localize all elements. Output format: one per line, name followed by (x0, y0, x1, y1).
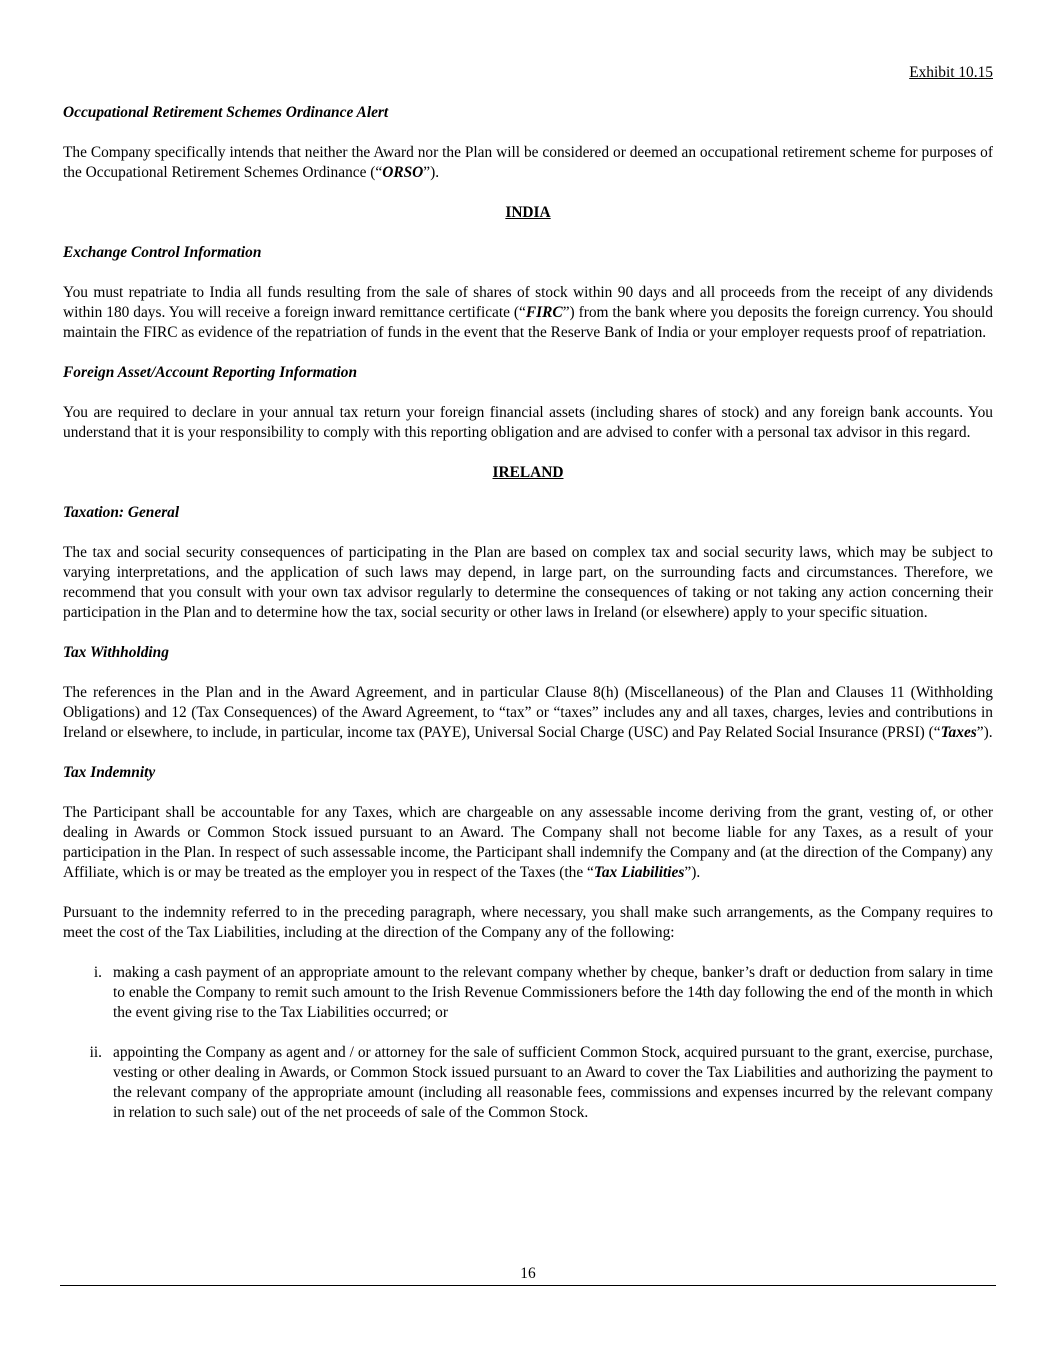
list-item-number: ii. (89, 1044, 102, 1061)
orso-heading: Occupational Retirement Schemes Ordinance Alert (63, 104, 389, 121)
page-footer (60, 1264, 996, 1286)
tax-indemnity-heading: Tax Indemnity (63, 764, 156, 781)
pursuant-paragraph: Pursuant to the indemnity referred to in the preceding paragraph, where necessary, you shall make such arrangements, as the Company requires to meet the cost of the Tax Liabilities, including at the direction of the Company any of the following: (63, 904, 993, 941)
exchange-control-paragraph: You must repatriate to India all funds resulting from the sale of shares of stock within 90 days and all proceeds from the receipt of any dividends within 180 days. You will receive a foreign inward remittance certificate (“FIRC”) from the bank where you deposits the foreign currency. You should maintain the FIRC as evidence of the repatriation of funds in the event that the Reserve Bank of India or your employer requests proof of repatriation. (63, 284, 993, 341)
tax-withholding-paragraph: The references in the Plan and in the Award Agreement, and in particular Clause 8(h) (Miscellaneous) of the Plan and Clauses 11 (Withholding Obligations) and 12 (Tax Consequences) of the Award Agreement, to “tax” or “taxes” includes any and all taxes, charges, levies and contributions in Ireland or elsewhere, to include, in particular, income tax (PAYE), Universal Social Charge (USC) and Pay Related Social Insurance (PRSI) (“Taxes”). (63, 684, 993, 741)
list-item (63, 963, 993, 1023)
foreign-asset-heading: Foreign Asset/Account Reporting Information (63, 364, 358, 381)
orso-defined-term: ORSO (382, 164, 424, 181)
ireland-section-title: IRELAND (492, 464, 564, 481)
india-section-title: INDIA (505, 204, 551, 221)
foreign-asset-paragraph: You are required to declare in your annual tax return your foreign financial assets (including shares of stock) and any foreign bank accounts. You understand that it is your responsibility to comply with this reporting obligation and are advised to confer with a personal tax advisor in this regard. (63, 404, 993, 441)
taxes-defined-term: Taxes (940, 724, 977, 741)
taxation-general-heading: Taxation: General (63, 504, 180, 521)
taxation-general-paragraph: The tax and social security consequences of participating in the Plan are based on complex tax and social security laws, which may be subject to varying interpretations, and the application of such laws may depend, in large part, on the surrounding facts and circumstances. Therefore, we recommend that you consult with your own tax advisor regularly to determine the consequences of taking or not taking any action concerning their participation in the Plan and to determine how the tax, social security or other laws in Ireland (or elsewhere) apply to your specific situation. (63, 544, 993, 621)
list-item-number: i. (93, 964, 102, 981)
tax-indemnity-paragraph: The Participant shall be accountable for any Taxes, which are chargeable on any assessable income deriving from the grant, vesting of, or other dealing in Awards or Common Stock issued pursuant to an Award. The Company shall not become liable for any Taxes, as a result of your participation in the Plan. In respect of such assessable income, the Participant shall indemnify the Company and (at the direction of the Company) any Affiliate, which is or may be treated as the employer you in respect of the Taxes (the “Tax Liabilities”). (63, 804, 993, 881)
tax-withholding-heading: Tax Withholding (63, 644, 169, 661)
exhibit-label: Exhibit 10.15 (909, 64, 993, 81)
firc-defined-term: FIRC (525, 304, 563, 321)
orso-paragraph: The Company specifically intends that neither the Award nor the Plan will be considered or deemed an occupational retirement scheme for purposes of the Occupational Retirement Schemes Ordinance (“ORSO”). (63, 144, 993, 181)
document-page (63, 63, 993, 1143)
list-item-text: making a cash payment of an appropriate amount to the relevant company whether by cheque, banker’s draft or deduction from salary in time to enable the Company to remit such amount to the Irish Revenue Commissioners before the 14th day following the end of the month in which the event giving rise to the Tax Liabilities occurred; or (113, 964, 993, 1021)
page-number: 16 (520, 1265, 536, 1282)
tax-liabilities-defined-term: Tax Liabilities (593, 864, 685, 881)
list-item-text: appointing the Company as agent and / or attorney for the sale of sufficient Common Stock, acquired pursuant to the grant, exercise, purchase, vesting or other dealing in Awards, or Common Stock issued pursuant to an Award to cover the Tax Liabilities and authorizing the payment to the relevant company of the appropriate amount (including all reasonable fees, commissions and expenses incurred by the relevant company in relation to such sale) out of the net proceeds of sale of the Common Stock. (113, 1044, 993, 1121)
exchange-control-heading: Exchange Control Information (63, 244, 262, 261)
list-item (63, 1043, 993, 1123)
